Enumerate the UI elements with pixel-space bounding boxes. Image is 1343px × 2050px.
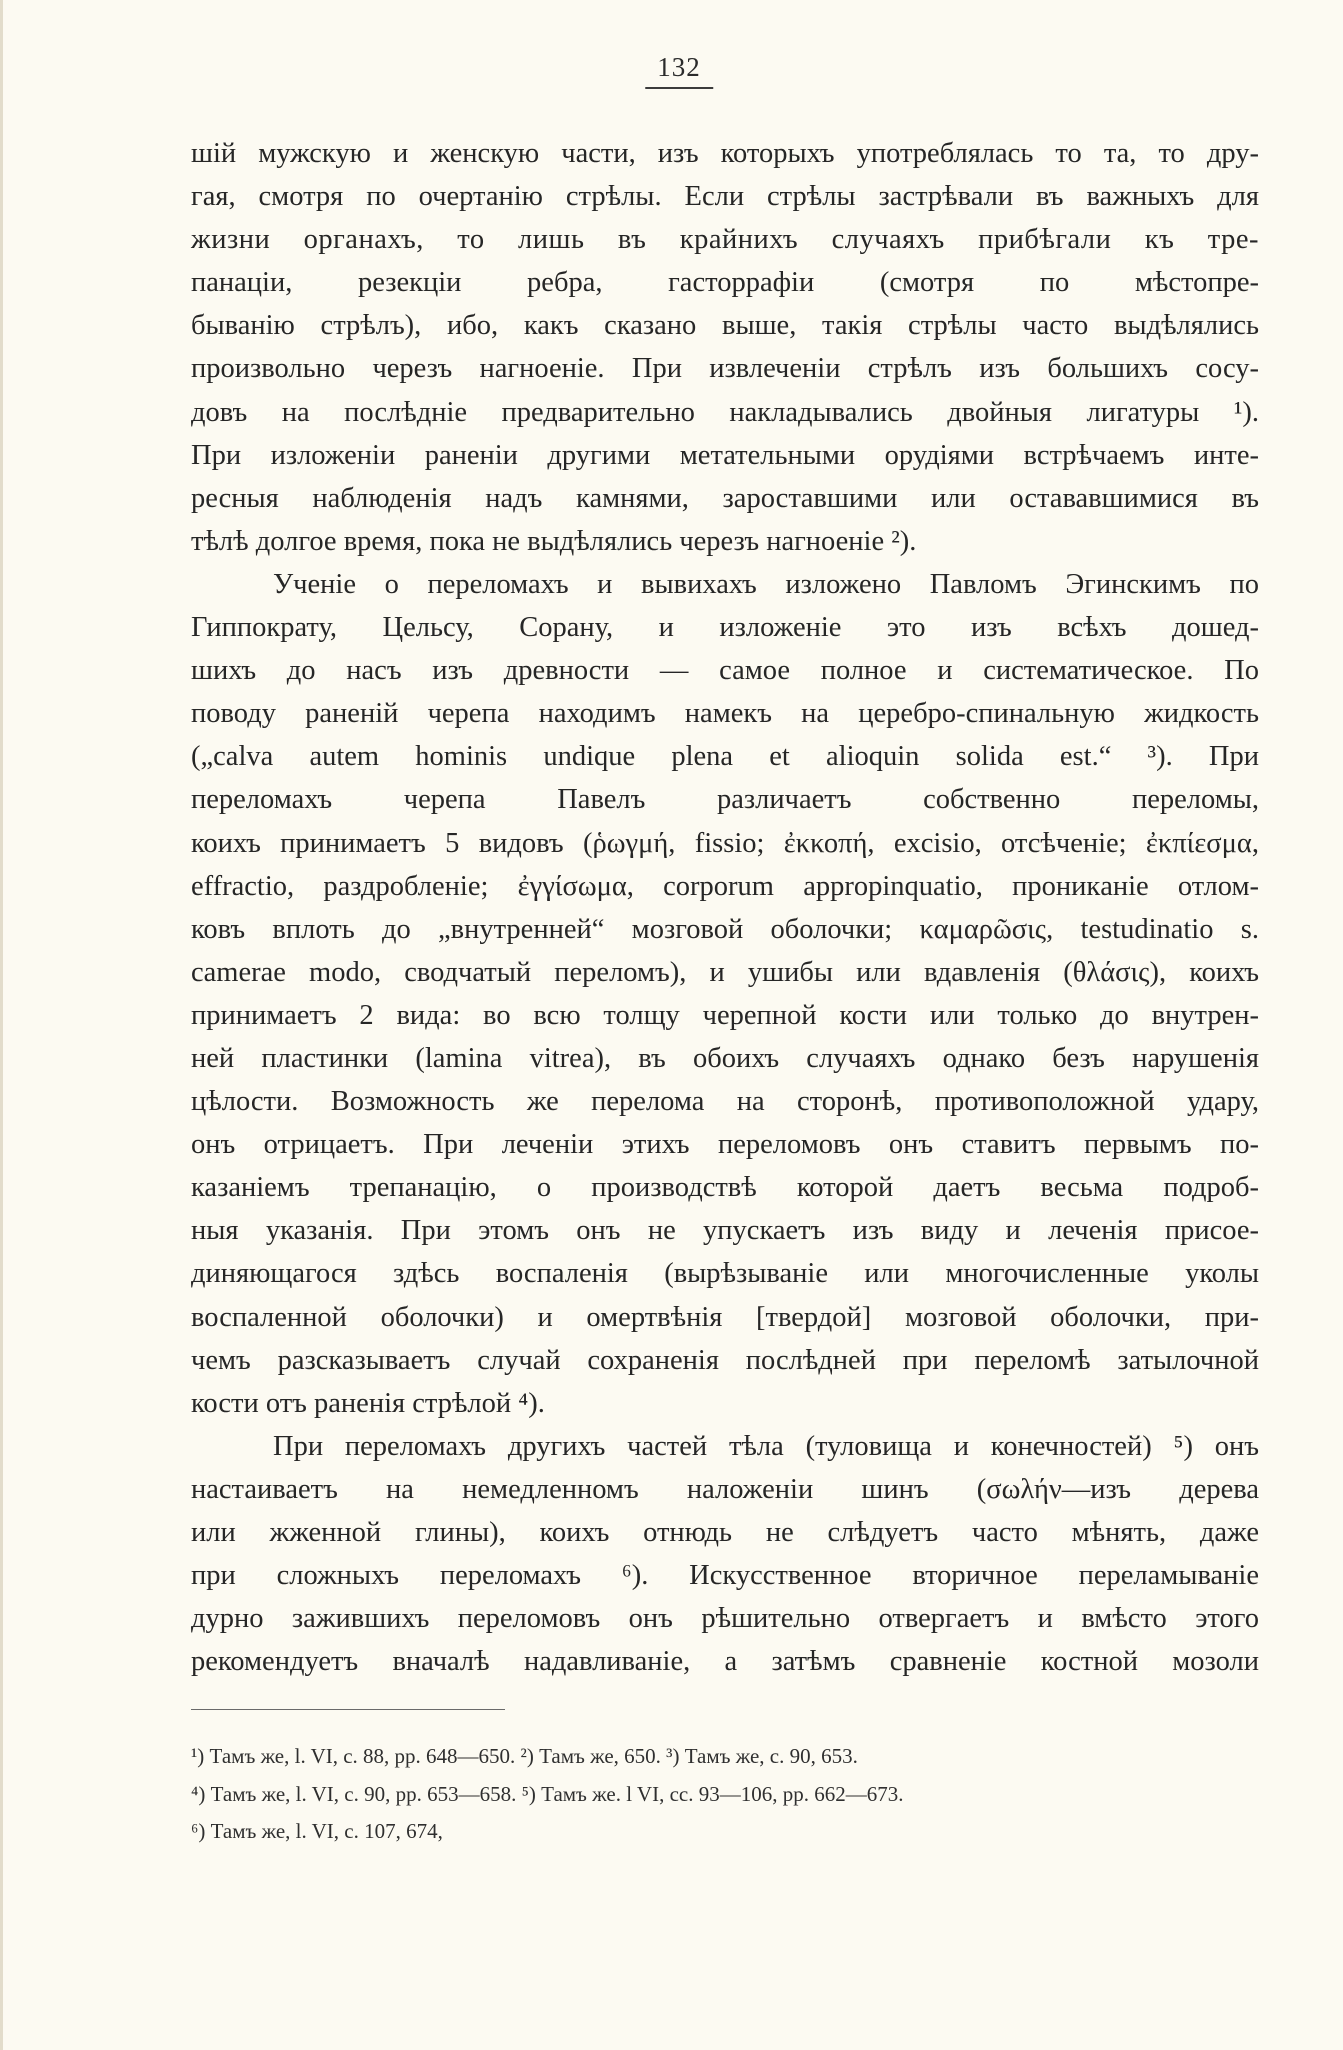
text-line: принимаетъ 2 вида: во всю толщу черепной кости или только до внутрен- <box>191 999 1259 1031</box>
text-line: тѣлѣ долгое время, пока не выдѣлялись черезъ нагноеніе ²). <box>191 525 917 557</box>
text-line: При изложеніи раненіи другими метательными орудіями встрѣчаемъ инте- <box>191 439 1259 471</box>
footnotes <box>191 1738 1259 1851</box>
text-line: ковъ вплоть до „внутренней“ мозговой оболочки; καμαρῶσις, testudinatio s. <box>191 913 1259 945</box>
footnote-line: ¹) Тамъ же, l. VI, c. 88, pp. 648—650. ²) Тамъ же, 650. ³) Тамъ же, c. 90, 653. <box>191 1744 858 1768</box>
footnote-line: ⁴) Тамъ же, l. VI, c. 90, pp. 653—658. ⁵) Тамъ же. l VI, cc. 93—106, pp. 662—673. <box>191 1781 904 1806</box>
text-line: гая, смотря по очертанію стрѣлы. Если стрѣлы застрѣвали въ важныхъ для <box>191 181 1259 213</box>
footnote-divider <box>191 1709 505 1710</box>
text-line: при сложныхъ переломахъ ⁶). Искусственное вторичное переламываніе <box>191 1560 1259 1592</box>
text-line: поводу раненій черепа находимъ намекъ на церебро-спинальную жидкость <box>191 698 1259 730</box>
text-line: Ученіе о переломахъ и вывихахъ изложено Павломъ Эгинскимъ по <box>273 568 1259 600</box>
text-line: или жженной глины), коихъ отнюдь не слѣдуетъ часто мѣнять, даже <box>191 1517 1259 1548</box>
text-line: ныя указанія. При этомъ онъ не упускаетъ изъ виду и леченія присое- <box>191 1215 1259 1247</box>
text-line: быванію стрѣлъ), ибо, какъ сказано выше, такія стрѣлы часто выдѣлялись <box>191 310 1259 342</box>
text-line: шихъ до насъ изъ древности — самое полное и систематическое. По <box>191 655 1259 687</box>
text-line: настаиваетъ на немедленномъ наложеніи шинъ (σωλήν—изъ дерева <box>191 1473 1259 1505</box>
text-line: казаніемъ трепанацію, о производствѣ которой даетъ весьма подроб- <box>191 1172 1259 1204</box>
text-line: ней пластинки (lamina vitrea), въ обоихъ случаяхъ однако безъ нарушенія <box>191 1042 1259 1074</box>
text-line: („calva autem hominis undique plena et alioquin solida est.“ ³). При <box>191 741 1259 773</box>
text-line: Гиппократу, Цельсу, Сорану, и изложеніе это изъ всѣхъ дошед- <box>191 612 1259 644</box>
text-line: жизни органахъ, то лишь въ крайнихъ случаяхъ прибѣгали къ тре- <box>191 224 1259 256</box>
text-line: коихъ принимаетъ 5 видовъ (ῥωγμή, fissio; ἐκκοπή, excisio, отсѣченіе; ἐκπίεσμα, <box>191 827 1259 859</box>
text-line: онъ отрицаетъ. При леченіи этихъ переломовъ онъ ставитъ первымъ по- <box>191 1129 1259 1161</box>
text-line: чемъ разсказываетъ случай сохраненія послѣдней при переломѣ затылочной <box>191 1344 1259 1376</box>
text-line: шій мужскую и женскую части, изъ которыхъ употреблялась то та, то дру- <box>191 138 1259 169</box>
text-line: панаціи, резекціи ребра, гасторрафіи (смотря по мѣстопре- <box>191 267 1259 299</box>
text-line: дурно зажившихъ переломовъ онъ рѣшительно отвергаетъ и вмѣсто этого <box>191 1603 1259 1635</box>
text-line: диняющагося здѣсь воспаленія (вырѣзываніе или многочисленные уколы <box>191 1258 1259 1290</box>
text-line: цѣлости. Возможность же перелома на сторонѣ, противоположной удару, <box>191 1086 1259 1118</box>
text-line: довъ на послѣдніе предварительно накладывались двойныя лигатуры ¹). <box>191 396 1259 428</box>
text-line: При переломахъ другихъ частей тѣла (туловища и конечностей) ⁵) онъ <box>273 1430 1259 1462</box>
text-line: ресныя наблюденія надъ камнями, заростaвшими или остававшимися въ <box>191 482 1259 514</box>
page-number: 132 <box>645 52 713 89</box>
body-text <box>191 132 1259 1683</box>
text-line: произвольно черезъ нагноеніе. При извлеченіи стрѣлъ изъ большихъ сосу- <box>191 353 1259 385</box>
text-line: переломахъ черепа Павелъ различаетъ собственно переломы, <box>191 784 1259 816</box>
text-line: effractio, раздробленіе; ἐγγίσωμα, corporum appropinquatio, проникaніе отлом- <box>191 870 1259 902</box>
text-line: кости отъ раненія стрѣлой ⁴). <box>191 1387 545 1419</box>
text-line: camerae modo, сводчатый переломъ), и ушибы или вдавленія (θλάσις), коихъ <box>191 956 1259 988</box>
footnote-line: ⁶) Тамъ же, l. VI, c. 107, 674, <box>191 1819 443 1843</box>
text-line: рекомендуетъ вначалѣ надавливаніе, а затѣмъ сравненіе костной мозоли <box>191 1646 1259 1678</box>
text-line: воспаленной оболочки) и омертвѣнія [твердой] мозговой оболочки, при- <box>191 1301 1259 1333</box>
